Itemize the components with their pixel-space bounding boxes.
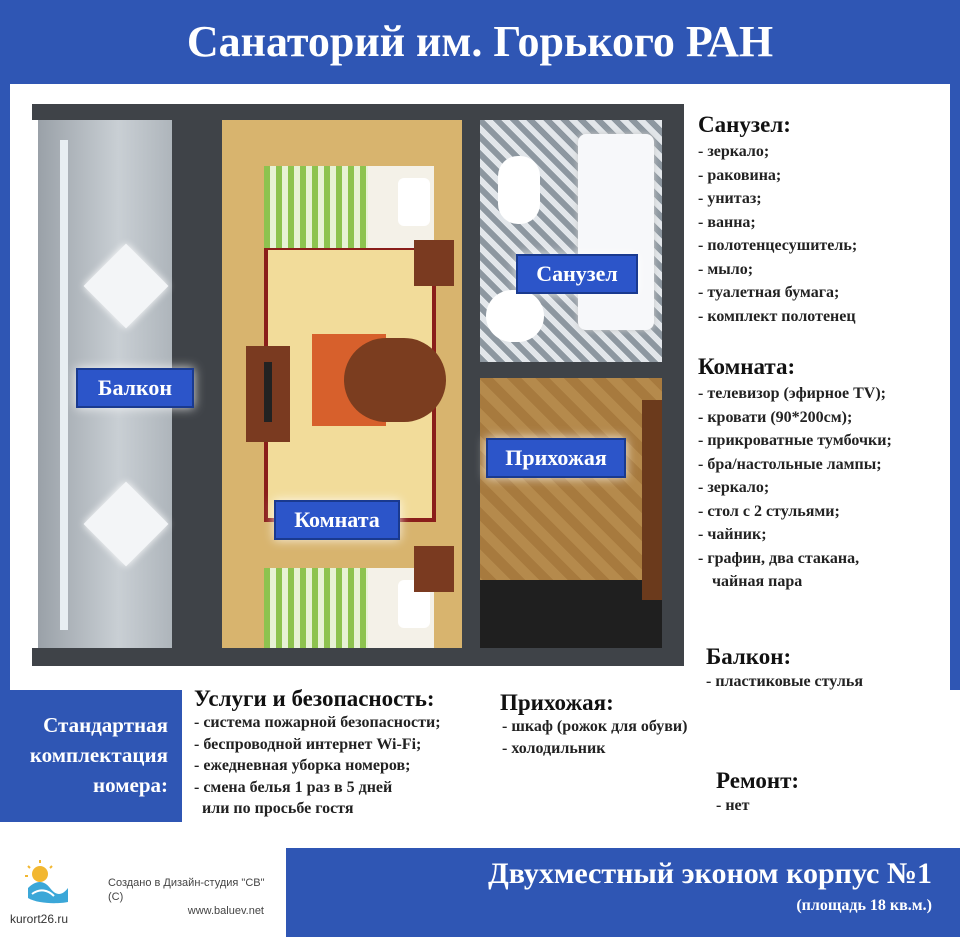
- hallway-list: [502, 716, 687, 760]
- frame-left: [0, 84, 10, 690]
- list-item: - телевизор (эфирное TV);: [698, 385, 886, 402]
- floor-plan: [30, 100, 686, 670]
- credit-line: Создано в Дизайн-студия "СВ" (С): [108, 877, 265, 903]
- credit-url: www.baluev.net: [187, 905, 264, 917]
- list-item: - стол с 2 стульями;: [698, 502, 840, 520]
- list-item: - полотенцесушитель;: [698, 237, 858, 254]
- services-heading: Услуги и безопасность:: [194, 686, 435, 711]
- label-balcony: Балкон: [76, 368, 194, 408]
- site-name: kurort26.ru: [10, 912, 69, 926]
- list-item: - холодильник: [502, 740, 606, 757]
- tv: [264, 362, 272, 422]
- footer-subtitle: (площадь 18 кв.м.): [796, 897, 932, 914]
- wall-middle: [462, 104, 480, 666]
- list-item: - зеркало;: [698, 479, 770, 496]
- list-item: - шкаф (рожок для обуви): [502, 718, 688, 735]
- list-item: - прикроватные тумбочки;: [698, 432, 892, 449]
- list-item: чайная пара: [712, 573, 803, 590]
- bathtub: [578, 134, 654, 330]
- list-item: - чайник;: [698, 526, 767, 543]
- standard-line: номера:: [93, 773, 168, 797]
- wall-bottom: [32, 648, 678, 666]
- standard-line: комплектация: [29, 743, 168, 767]
- wall-bath-hall: [480, 362, 662, 378]
- list-item: - пластиковые стулья: [706, 673, 863, 690]
- standard-line: Стандартная: [43, 713, 168, 737]
- label-bathroom: Санузел: [516, 254, 638, 294]
- sink: [486, 290, 544, 342]
- list-item: - смена белья 1 раз в 5 дней: [194, 778, 393, 796]
- list-item: - туалетная бумага;: [698, 284, 840, 301]
- footer-title: Двухместный эконом корпус №1: [488, 857, 932, 890]
- list-item: - ванна;: [698, 213, 756, 231]
- list-item: - унитаз;: [698, 190, 762, 207]
- standard-label: [0, 710, 168, 800]
- page-title: Санаторий им. Горького РАН: [186, 17, 774, 66]
- list-item: - графин, два стакана,: [698, 549, 860, 567]
- room-heading: Комната:: [698, 354, 796, 379]
- frame-right: [950, 84, 960, 690]
- list-item: - бра/настольные лампы;: [698, 455, 882, 473]
- sun-wave-icon: [22, 858, 70, 906]
- list-item: - раковина;: [698, 166, 782, 184]
- repair-heading: Ремонт:: [716, 768, 800, 793]
- table: [344, 338, 446, 422]
- label-hallway: Прихожая: [486, 438, 626, 478]
- balcony-heading: Балкон:: [706, 644, 792, 669]
- nightstand: [414, 546, 454, 592]
- bathroom-list: [698, 140, 857, 328]
- pillow: [398, 178, 430, 226]
- bathroom-heading: Санузел:: [698, 112, 791, 137]
- label-room: Комната: [274, 500, 400, 540]
- nightstand: [414, 240, 454, 286]
- list-item: - кровати (90*200см);: [698, 408, 853, 426]
- list-item: или по просьбе гостя: [202, 800, 354, 817]
- list-item: - нет: [716, 797, 750, 814]
- list-item: - мыло;: [698, 260, 754, 278]
- list-item: - зеркало;: [698, 143, 770, 160]
- wall-top: [32, 104, 678, 120]
- credit: [108, 876, 274, 918]
- balcony-window: [60, 140, 68, 630]
- resort-logo: [22, 858, 70, 906]
- list-item: - комплект полотенец: [698, 307, 856, 325]
- room-list: [698, 382, 892, 594]
- hallway-heading: Прихожая:: [500, 690, 614, 715]
- list-item: - беспроводной интернет Wi-Fi;: [194, 735, 422, 753]
- bed-bottom-blanket: [264, 568, 368, 648]
- toilet: [498, 156, 540, 224]
- hallway-door: [642, 400, 662, 600]
- bed-top-blanket: [264, 166, 368, 248]
- list-item: - система пожарной безопасности;: [194, 714, 441, 731]
- hallway-closet: [480, 580, 662, 648]
- list-item: - ежедневная уборка номеров;: [194, 757, 411, 774]
- services-list: [194, 712, 441, 820]
- wall-right: [662, 104, 684, 666]
